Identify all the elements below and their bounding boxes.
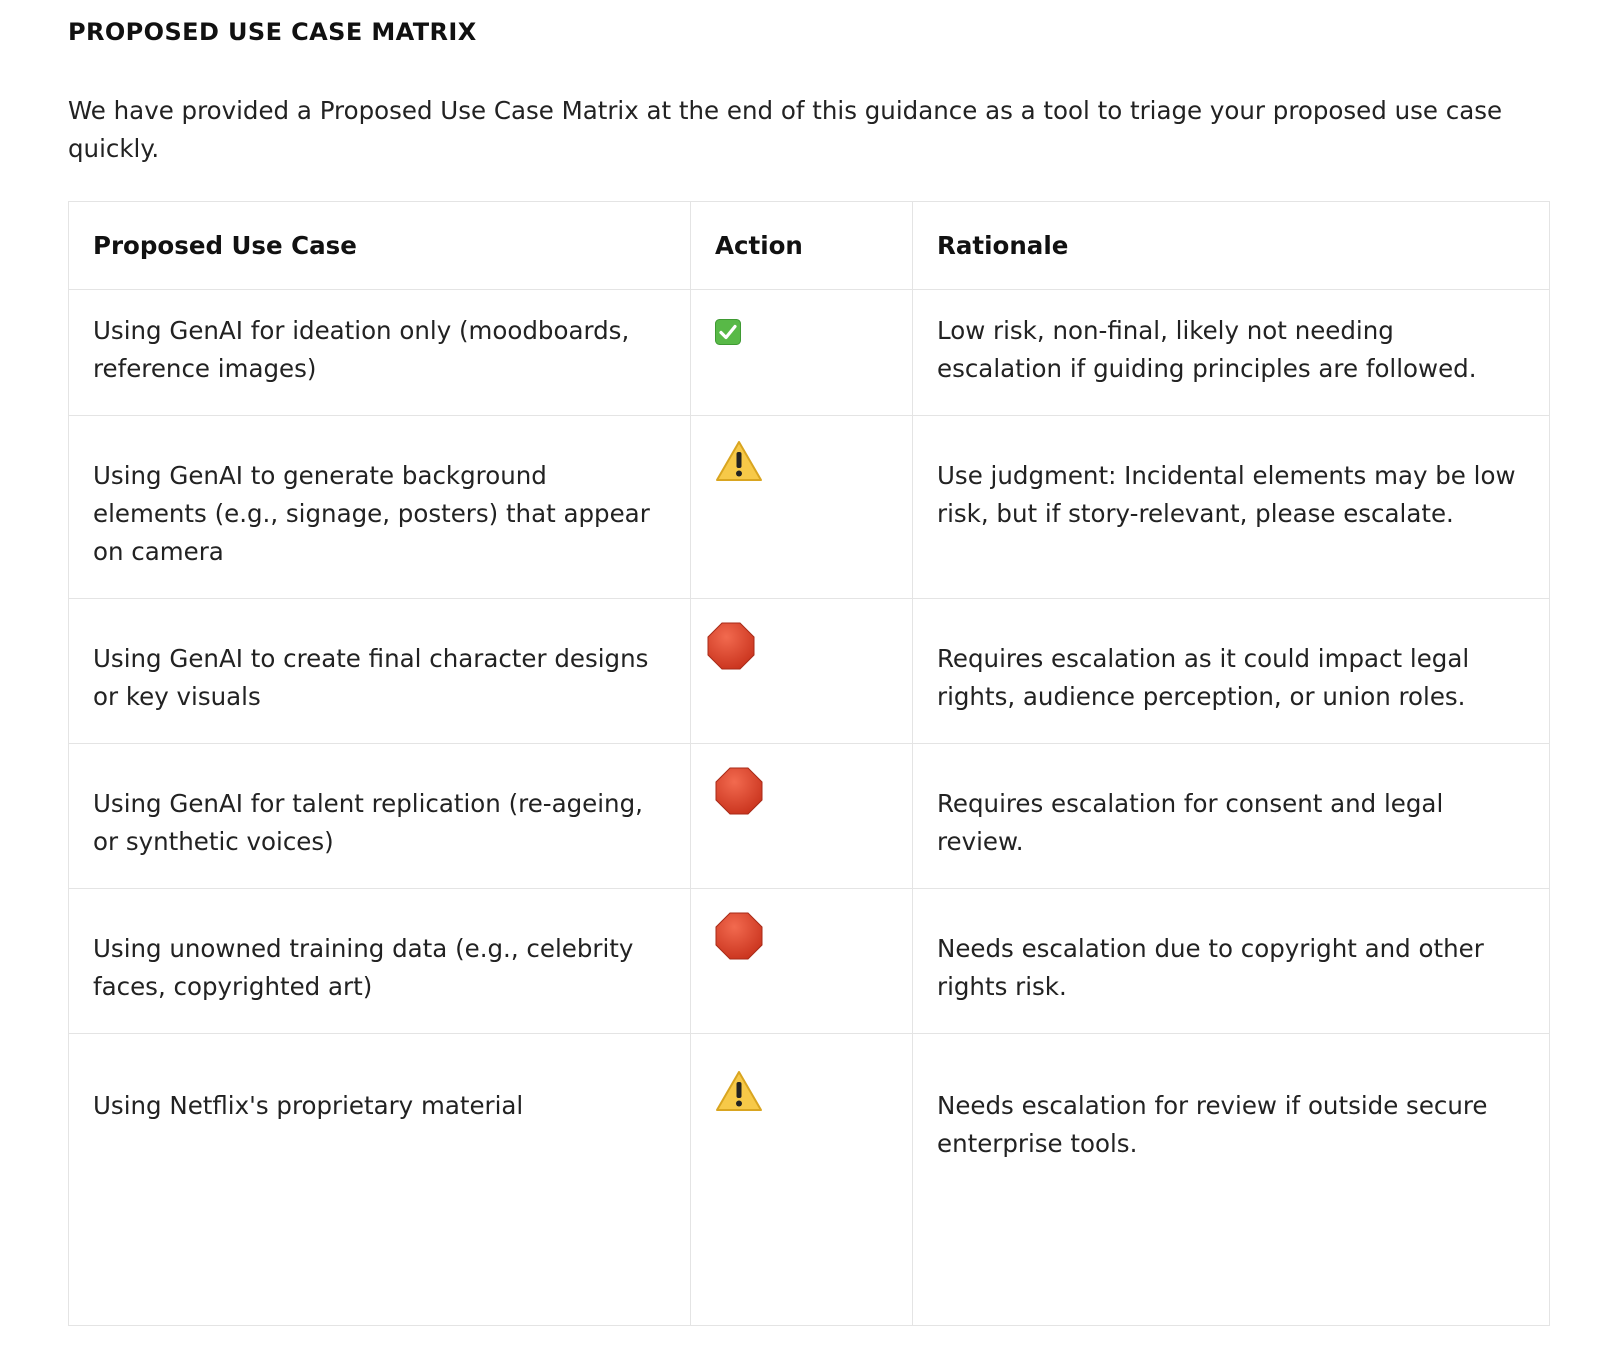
use-case-cell: Using GenAI for talent replication (re-ageing, or synthetic voices): [93, 789, 643, 856]
header-action: Action: [691, 202, 913, 290]
page-title: PROPOSED USE CASE MATRIX: [68, 18, 477, 46]
table-row: [69, 290, 1550, 416]
table-row: [69, 889, 1550, 1034]
intro-paragraph: We have provided a Proposed Use Case Matrix at the end of this guidance as a tool to triage your proposed use case quickly.: [68, 96, 1503, 163]
use-case-cell: Using GenAI for ideation only (moodboards, reference images): [93, 316, 630, 383]
warning-icon: [715, 440, 763, 482]
stop-sign-icon: [707, 622, 755, 670]
table-row: [69, 416, 1550, 599]
table-row: [69, 1034, 1550, 1326]
rationale-cell: Requires escalation for consent and legal review.: [937, 789, 1444, 856]
table-row: [69, 744, 1550, 889]
rationale-cell: Needs escalation for review if outside secure enterprise tools.: [937, 1091, 1488, 1158]
check-mark-icon: [715, 319, 741, 345]
use-case-cell: Using GenAI to generate background elements (e.g., signage, posters) that appear on camera: [93, 461, 650, 566]
rationale-cell: Requires escalation as it could impact legal rights, audience perception, or union roles.: [937, 644, 1470, 711]
table-row: [69, 599, 1550, 744]
rationale-cell: Use judgment: Incidental elements may be low risk, but if story-relevant, please escalate.: [937, 461, 1516, 528]
warning-icon: [715, 1070, 763, 1112]
use-case-cell: Using unowned training data (e.g., celebrity faces, copyrighted art): [93, 934, 634, 1001]
use-case-matrix-table: [68, 201, 1550, 1326]
stop-sign-icon: [715, 912, 763, 960]
rationale-cell: Low risk, non-final, likely not needing escalation if guiding principles are followed.: [937, 316, 1477, 383]
use-case-cell: Using Netflix's proprietary material: [93, 1091, 524, 1120]
table-header-row: [69, 202, 1550, 290]
header-rationale: Rationale: [913, 202, 1550, 290]
rationale-cell: Needs escalation due to copyright and other rights risk.: [937, 934, 1484, 1001]
stop-sign-icon: [715, 767, 763, 815]
header-use-case: Proposed Use Case: [69, 202, 691, 290]
use-case-cell: Using GenAI to create final character designs or key visuals: [93, 644, 649, 711]
